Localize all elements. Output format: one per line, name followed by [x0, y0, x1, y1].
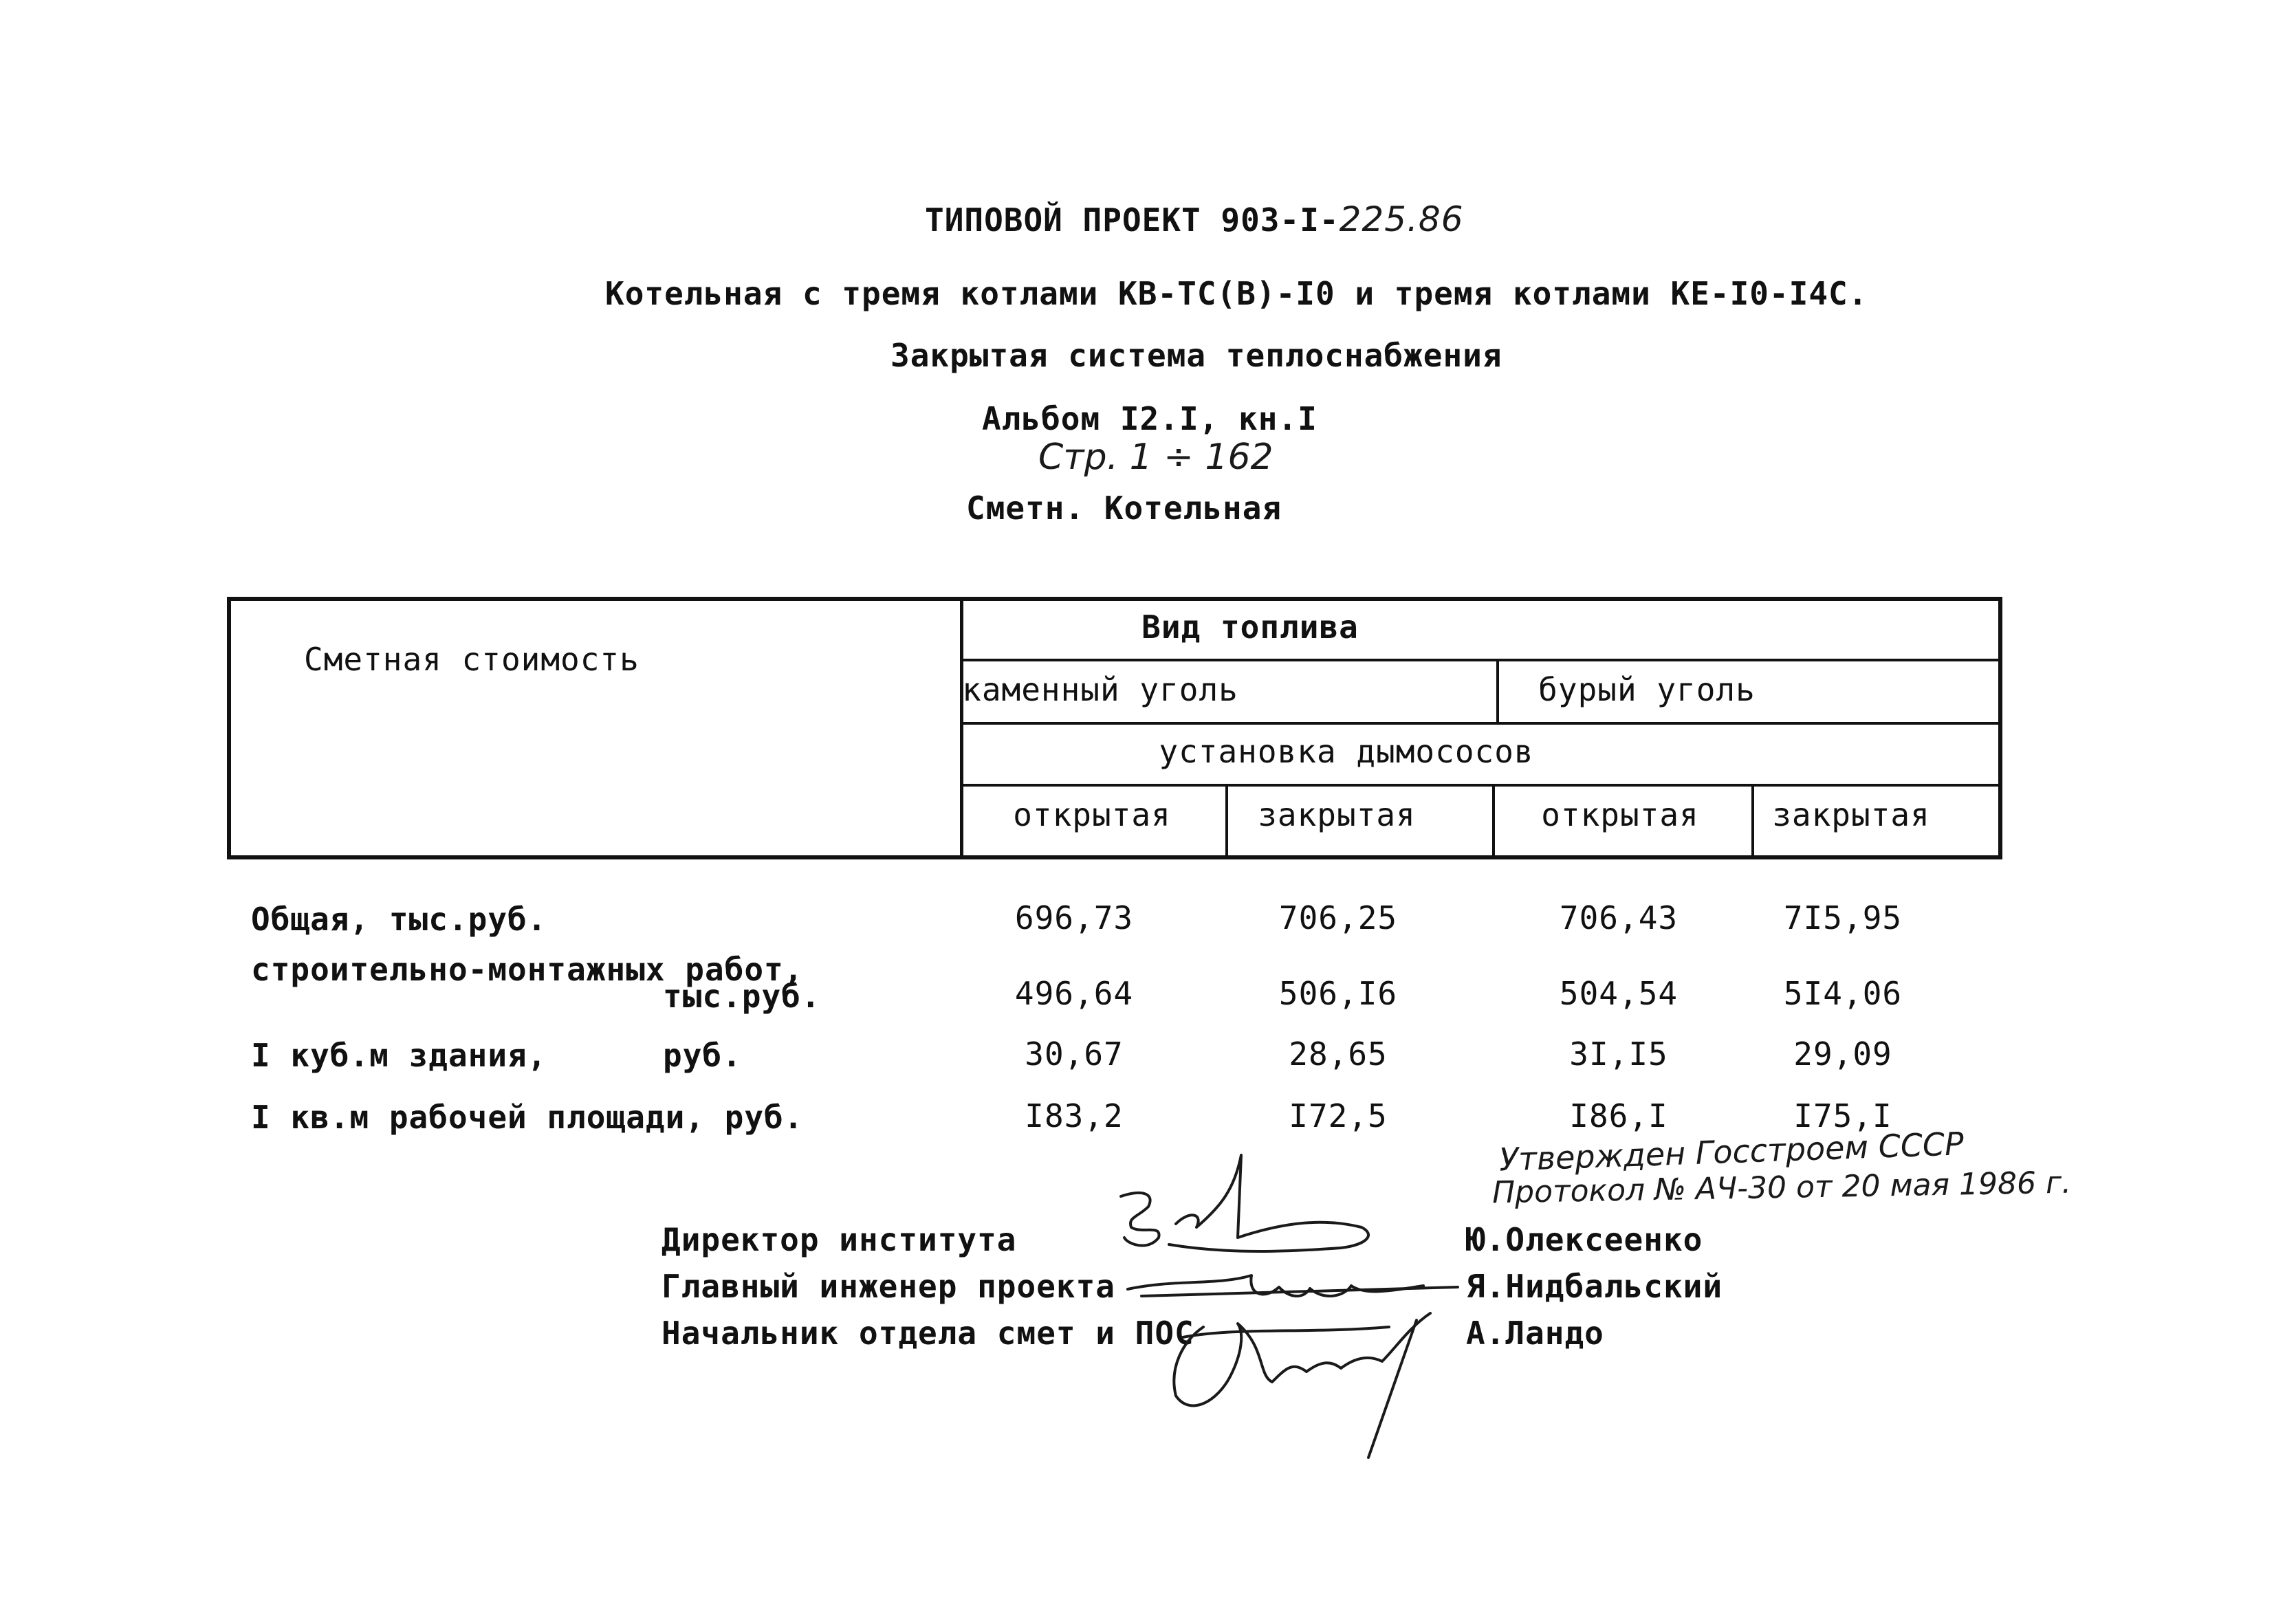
heating-system: Закрытая система теплоснабжения: [890, 337, 1502, 374]
row-total-hard-open: 696,73: [1014, 899, 1134, 936]
table-rule-1: [960, 659, 2002, 661]
row-construction-hard-open: 496,64: [1014, 975, 1134, 1012]
table-border-left: [227, 597, 231, 859]
director-signature-stroke: [1121, 1193, 1159, 1246]
director-name: Ю.Олексеенко: [1466, 1221, 1703, 1258]
col-brown-open: открытая: [1541, 796, 1699, 833]
chief-engineer-title: Главный инженер проекта: [662, 1268, 1115, 1305]
row-construction-brown-open: 504,54: [1559, 975, 1679, 1012]
table-divider-label: [960, 597, 963, 859]
row-area-hard-closed: I72,5: [1289, 1097, 1388, 1134]
row-total-hard-closed: 706,25: [1278, 899, 1398, 936]
row-construction-brown-closed: 5I4,06: [1783, 975, 1903, 1012]
row-area-brown-closed: I75,I: [1793, 1097, 1892, 1134]
table-border-top: [227, 597, 2002, 601]
row-cubic-label: I куб.м здания,: [251, 1037, 547, 1074]
page-range: Стр. 1 ÷ 162: [1038, 437, 1273, 478]
project-title-hand: 225.86: [1339, 199, 1464, 239]
fuel-type-header: Вид топлива: [1141, 608, 1359, 646]
row-area-brown-open: I86,I: [1569, 1097, 1668, 1134]
col-hard-open: открытая: [1013, 796, 1171, 833]
signature-scribbles: [1100, 1141, 1485, 1458]
smoke-exhauster-installation: установка дымососов: [1159, 733, 1534, 770]
director-title: Директор института: [662, 1221, 1017, 1258]
row-cubic-hard-closed: 28,65: [1289, 1035, 1388, 1073]
row-construction-unit: тыс.руб.: [663, 978, 821, 1015]
approval-line-1: Утвержден Госстроем СССР: [1498, 1125, 1965, 1178]
table-divider-col1: [1225, 784, 1228, 859]
row-cubic-unit: руб.: [663, 1037, 742, 1074]
row-cubic-hard-open: 30,67: [1025, 1035, 1124, 1073]
row-total-brown-closed: 7I5,95: [1783, 899, 1903, 936]
fuel-hard-coal: каменный уголь: [962, 671, 1238, 708]
project-subtitle: Котельная с тремя котлами КВ-ТС(В)-I0 и тремя котлами КЕ-I0-I4С.: [605, 275, 1868, 312]
row-construction-label: строительно-монтажных работ,: [251, 951, 804, 988]
row-construction-hard-closed: 506,I6: [1278, 975, 1398, 1012]
row-cubic-brown-open: 3I,I5: [1569, 1035, 1668, 1073]
table-divider-col3: [1751, 784, 1754, 859]
table-divider-col2: [1492, 784, 1495, 859]
project-title-typed: ТИПОВОЙ ПРОЕКТ 903-I-: [925, 201, 1340, 239]
director-signature-tail: [1169, 1155, 1368, 1251]
row-total-label: Общая, тыс.руб.: [251, 901, 547, 938]
approval-line-2: Протокол № АЧ-30 от 20 мая 1986 г.: [1491, 1165, 2072, 1211]
row-cubic-brown-closed: 29,09: [1793, 1035, 1892, 1073]
row-total-brown-open: 706,43: [1559, 899, 1679, 936]
fuel-brown-coal: бурый уголь: [1538, 671, 1756, 708]
row-area-label: I кв.м рабочей площади, руб.: [251, 1099, 804, 1136]
table-rule-2: [960, 722, 2002, 725]
table-border-bottom: [227, 855, 2002, 859]
estimates-head-name: А.Ландо: [1466, 1315, 1604, 1352]
album-number: Альбом I2.I, кн.I: [982, 400, 1318, 437]
project-title: [925, 199, 1464, 239]
section-name: Сметн. Котельная: [966, 490, 1282, 527]
estimates-head-title: Начальник отдела смет и ПОС: [662, 1315, 1194, 1352]
table-divider-fuel: [1496, 659, 1499, 722]
table-rule-3: [960, 784, 2002, 787]
col-hard-closed: закрытая: [1258, 796, 1416, 833]
table-border-right: [1998, 597, 2002, 859]
col-brown-closed: закрытая: [1772, 796, 1930, 833]
cost-header: Сметная стоимость: [304, 641, 639, 678]
row-area-hard-open: I83,2: [1025, 1097, 1124, 1134]
chief-engineer-name: Я.Нидбальский: [1466, 1268, 1723, 1305]
